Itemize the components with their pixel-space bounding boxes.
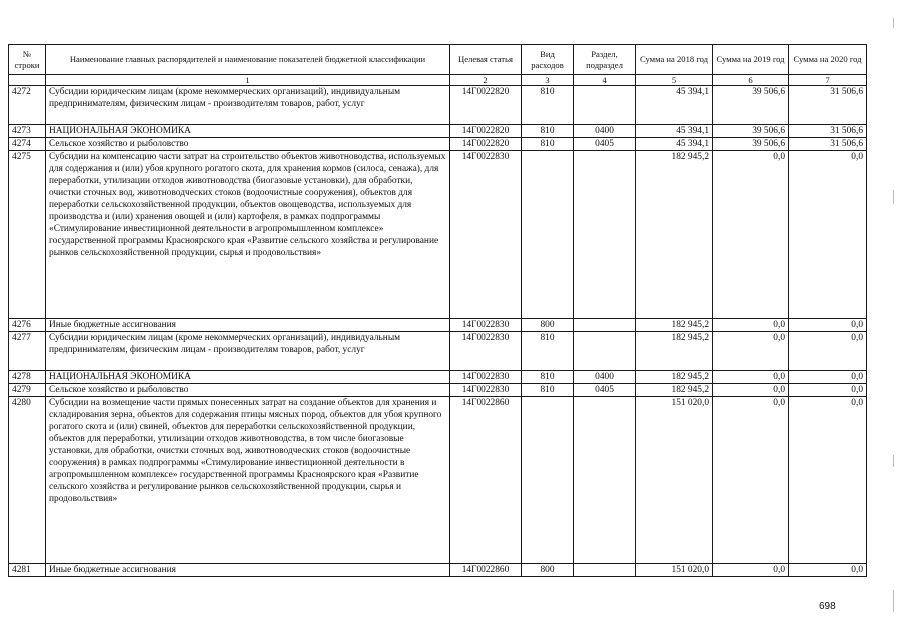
row-number: 4279 [9,384,46,397]
row-expense-type: 800 [522,319,574,332]
budget-table-sheet [8,44,866,577]
row-sum-2019: 39 506,6 [713,138,789,151]
row-section [574,397,636,564]
row-target-code: 14Г0022830 [450,151,522,319]
row-expense-type: 810 [522,332,574,371]
row-name: Субсидии юридическим лицам (кроме некоммерческих организаций), индивидуальным предпринимателям, физическим лицам - производителям товаров, работ, услуг [46,332,450,371]
table-row [9,371,867,384]
row-sum-2018: 182 945,2 [636,332,713,371]
row-sum-2019: 39 506,6 [713,125,789,138]
row-expense-type: 810 [522,86,574,125]
col-index: 1 [46,75,450,86]
row-number: 4273 [9,125,46,138]
row-name: Сельское хозяйство и рыболовство [46,384,450,397]
row-expense-type: 810 [522,125,574,138]
row-section [574,151,636,319]
header-s2018: Сумма на 2018 год [636,45,713,75]
row-section: 0400 [574,125,636,138]
scan-edge-mark [893,455,894,467]
column-index-row [9,75,867,86]
row-number: 4275 [9,151,46,319]
table-row [9,125,867,138]
row-sum-2020: 31 506,6 [789,125,867,138]
row-expense-type: 810 [522,384,574,397]
col-index: 7 [789,75,867,86]
row-target-code: 14Г0022860 [450,564,522,577]
row-number: 4278 [9,371,46,384]
table-row [9,397,867,564]
row-target-code: 14Г0022830 [450,371,522,384]
row-section [574,319,636,332]
row-expense-type: 810 [522,371,574,384]
row-sum-2018: 182 945,2 [636,371,713,384]
row-sum-2020: 0,0 [789,332,867,371]
row-sum-2020: 0,0 [789,397,867,564]
scan-edge-mark [893,18,894,28]
row-sum-2019: 39 506,6 [713,86,789,125]
row-target-code: 14Г0022860 [450,397,522,564]
table-row [9,384,867,397]
table-row [9,564,867,577]
col-index: 2 [450,75,522,86]
row-expense-type [522,151,574,319]
row-section: 0405 [574,384,636,397]
row-sum-2020: 31 506,6 [789,138,867,151]
row-target-code: 14Г0022830 [450,332,522,371]
row-sum-2020: 0,0 [789,384,867,397]
row-section [574,564,636,577]
row-sum-2018: 151 020,0 [636,564,713,577]
budget-table [8,44,867,577]
row-section [574,86,636,125]
row-name: Субсидии на компенсацию части затрат на строительство объектов животноводства, используемых для содержания и (или) убоя крупного рогатого скота, для хранения кормов (силоса, сенажа), для переработки, утилизации отходов животноводства (биогазовые установки), для обработки, очистки сточных вод, животноводческих стоков (водоочистные сооружения), объектов для переработки сельскохозяйственной продукции, объектов овощеводства, используемых для производства и (или) хранения овощей и (или) картофеля, в рамках подпрограммы «Стимулирование инвестиционной деятельности в агропромышленном комплексе» государственной программы Красноярского края «Развитие сельского хозяйства и регулирование рынков сельскохозяйственной продукции, сырья и продовольствия» [46,151,450,319]
row-name: НАЦИОНАЛЬНАЯ ЭКОНОМИКА [46,371,450,384]
header-name: Наименование главных распорядителей и наименование показателей бюджетной классификации [46,45,450,75]
row-sum-2020: 0,0 [789,564,867,577]
row-expense-type: 800 [522,564,574,577]
col-index: 4 [574,75,636,86]
row-target-code: 14Г0022820 [450,86,522,125]
header-s2020: Сумма на 2020 год [789,45,867,75]
col-index: 5 [636,75,713,86]
row-target-code: 14Г0022830 [450,319,522,332]
row-name: НАЦИОНАЛЬНАЯ ЭКОНОМИКА [46,125,450,138]
row-sum-2018: 151 020,0 [636,397,713,564]
row-sum-2020: 0,0 [789,151,867,319]
row-number: 4277 [9,332,46,371]
row-number: 4274 [9,138,46,151]
row-name: Иные бюджетные ассигнования [46,564,450,577]
table-row [9,138,867,151]
row-name: Сельское хозяйство и рыболовство [46,138,450,151]
page-number: 698 [819,601,836,612]
row-number: 4281 [9,564,46,577]
header-s2019: Сумма на 2019 год [713,45,789,75]
row-section [574,332,636,371]
row-sum-2019: 0,0 [713,397,789,564]
row-name: Субсидии на возмещение части прямых понесенных затрат на создание объектов для хранения и складирования зерна, объектов для содержания птицы мясных пород, объектов для убоя крупного рогатого скота и (или) свиней, объектов для переработки сельскохозяйственной продукции, объектов для переработки, утилизации отходов животноводства, в том числе биогазовые установки, для обработки, очистки сточных вод, животноводческих стоков (водоочистные сооружения) в рамках подпрограммы «Стимулирование инвестиционной деятельности в агропромышленном комплексе» государственной программы Красноярского края «Развитие сельского хозяйства и регулирование рынков сельскохозяйственной продукции, сырья и продовольствия» [46,397,450,564]
row-sum-2019: 0,0 [713,384,789,397]
col-index: 6 [713,75,789,86]
row-sum-2018: 182 945,2 [636,151,713,319]
row-sum-2018: 45 394,1 [636,138,713,151]
table-row [9,332,867,371]
row-target-code: 14Г0022830 [450,384,522,397]
row-sum-2019: 0,0 [713,319,789,332]
row-name: Субсидии юридическим лицам (кроме некоммерческих организаций), индивидуальным предпринимателям, физическим лицам - производителям товаров, работ, услуг [46,86,450,125]
row-sum-2020: 31 506,6 [789,86,867,125]
scan-edge-mark [893,590,894,612]
row-number: 4280 [9,397,46,564]
row-target-code: 14Г0022820 [450,138,522,151]
row-number: 4272 [9,86,46,125]
row-name: Иные бюджетные ассигнования [46,319,450,332]
row-sum-2020: 0,0 [789,371,867,384]
header-code: Целевая статья [450,45,522,75]
row-sum-2018: 182 945,2 [636,319,713,332]
row-sum-2019: 0,0 [713,371,789,384]
row-section: 0400 [574,371,636,384]
row-expense-type: 810 [522,138,574,151]
row-expense-type [522,397,574,564]
scan-edge-mark [893,190,894,204]
header-num: № строки [9,45,46,75]
row-sum-2019: 0,0 [713,564,789,577]
row-sum-2018: 45 394,1 [636,86,713,125]
table-row [9,151,867,319]
header-vid: Вид расходов [522,45,574,75]
row-sum-2018: 182 945,2 [636,384,713,397]
col-index: 3 [522,75,574,86]
row-sum-2019: 0,0 [713,151,789,319]
row-sum-2019: 0,0 [713,332,789,371]
header-razd: Раздел, подраздел [574,45,636,75]
table-row [9,86,867,125]
col-index-blank [9,75,46,86]
header-row [9,45,867,75]
row-sum-2018: 45 394,1 [636,125,713,138]
row-number: 4276 [9,319,46,332]
table-row [9,319,867,332]
row-target-code: 14Г0022820 [450,125,522,138]
row-sum-2020: 0,0 [789,319,867,332]
row-section: 0405 [574,138,636,151]
